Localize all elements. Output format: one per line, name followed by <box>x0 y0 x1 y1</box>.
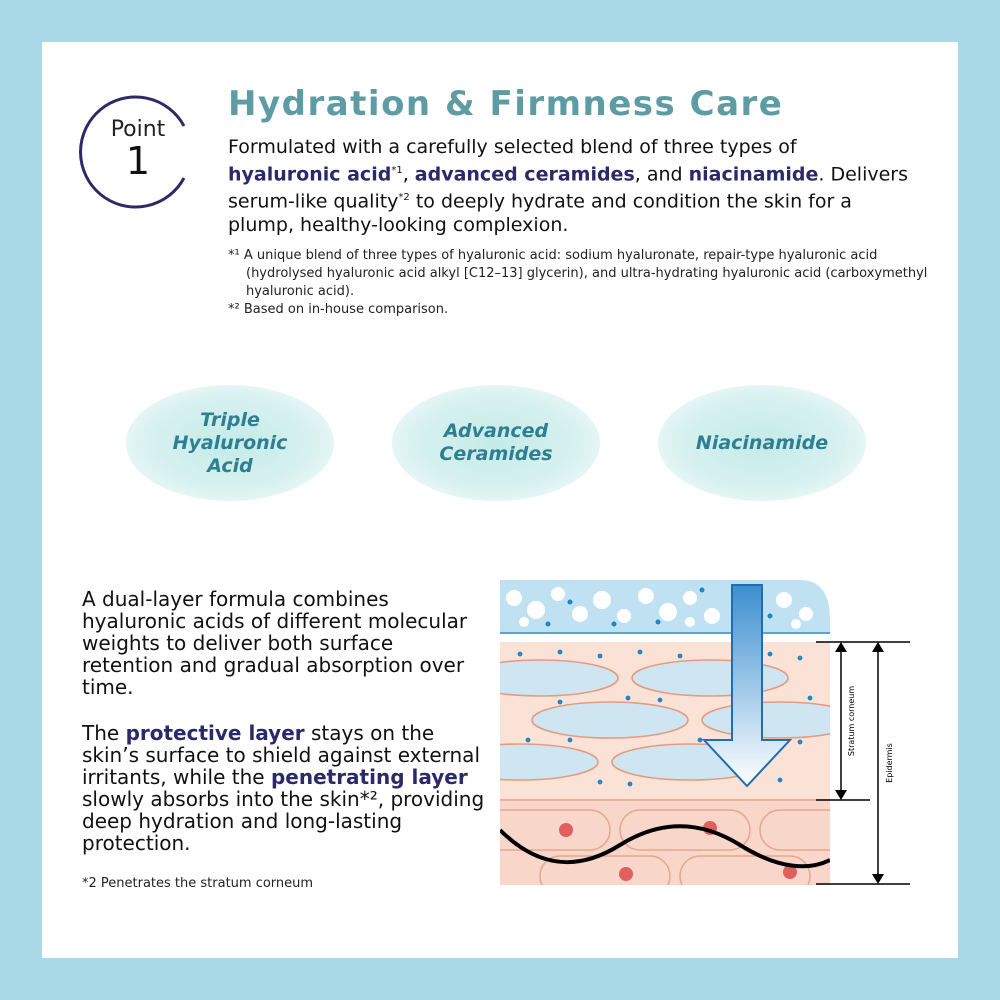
intro-highlight-niacinamide: niacinamide <box>688 163 819 186</box>
intro-highlight-hyaluronic: hyaluronic acid <box>228 163 392 186</box>
ingredient-pill-niacinamide <box>658 385 866 501</box>
badge-number: 1 <box>125 139 151 183</box>
body-text: slowly absorbs into the skin*², providing deep hydration and long-lasting protection. <box>82 787 485 855</box>
body-text: stays on the skin’s surface to shield against external irritants, while the <box>82 721 480 789</box>
page-title: Hydration & Firmness Care <box>228 84 784 124</box>
body-paragraph-2 <box>82 722 492 854</box>
pill-label: Triple Hyaluronic Acid <box>172 408 288 477</box>
label-epidermis: Epidermis <box>885 743 894 783</box>
skin-layer-diagram <box>500 580 910 890</box>
intro-text: to deeply hydrate and condition the skin for a plump, healthy-looking complexion. <box>228 190 852 236</box>
intro-paragraph <box>228 136 908 237</box>
footnotes <box>228 247 928 319</box>
pill-label: Advanced Ceramides <box>439 420 553 465</box>
intro-text: . Delivers serum-like quality <box>228 163 909 213</box>
bottom-footnote: *2 Penetrates the stratum corneum <box>82 876 314 891</box>
point-badge <box>72 86 182 196</box>
body-paragraph-1: A dual-layer formula combines hyaluronic acids of different molecular weights to deliver both surface retention and gradual absorption over time. <box>82 587 468 699</box>
label-stratum-corneum: Stratum corneum <box>847 685 856 757</box>
pill-label: Niacinamide <box>695 431 829 454</box>
intro-text: , and <box>634 163 689 186</box>
intro-text: Formulated with a carefully selected blend of three types of <box>228 136 797 158</box>
body-text: The <box>82 721 126 745</box>
ingredient-pill-ceramides <box>392 385 600 501</box>
ingredient-pill-hyaluronic <box>126 385 334 501</box>
highlight-penetrating-layer: penetrating layer <box>270 765 468 789</box>
badge-label: Point <box>110 117 166 142</box>
footnote-1: *¹ A unique blend of three types of hyaluronic acid: sodium hyaluronate, repair-type hyaluronic acid (hydrolysed hyaluronic acid alkyl [C12–13] glycerin), and ultra-hydrating hyaluronic acid (carboxymethyl hyaluronic acid). <box>228 248 928 299</box>
intro-sup2: *2 <box>398 192 410 204</box>
intro-sup1: *1 <box>391 165 403 176</box>
intro-highlight-ceramides: advanced ceramides <box>414 163 635 186</box>
intro-text: , <box>402 163 415 186</box>
footnote-2: *² Based on in-house comparison. <box>228 302 449 317</box>
highlight-protective-layer: protective layer <box>125 721 305 745</box>
